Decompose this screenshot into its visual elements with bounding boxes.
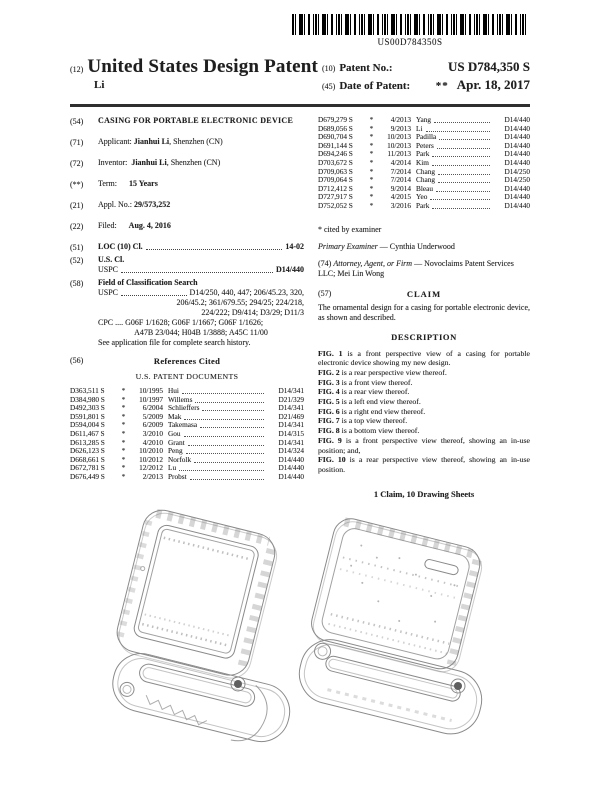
reference-row bbox=[70, 473, 304, 482]
ref-number: D492,303 S bbox=[70, 403, 105, 413]
field-heading: Field of Classification Search bbox=[98, 278, 198, 287]
references-title: References Cited bbox=[153, 356, 221, 366]
ref-name: Willems bbox=[168, 394, 193, 404]
ref-class: D14/341 bbox=[278, 403, 304, 413]
ref-date: 6/2004 bbox=[142, 403, 163, 413]
filed-value: Aug. 4, 2016 bbox=[128, 221, 171, 230]
claim-heading bbox=[318, 289, 530, 299]
primary-examiner-name: — Cynthia Underwood bbox=[377, 241, 455, 251]
dot-leader bbox=[190, 473, 264, 480]
attorney-line bbox=[318, 259, 530, 279]
figure-description-line bbox=[318, 407, 530, 417]
ref-date: 3/2016 bbox=[390, 200, 411, 210]
applicant-code: (71) bbox=[70, 138, 84, 147]
figure-text: is a front view thereof. bbox=[339, 377, 413, 387]
ref-name: Bleau bbox=[416, 183, 434, 193]
ref-name: Yeo bbox=[416, 192, 428, 202]
ref-class: D14/341 bbox=[278, 420, 304, 430]
ref-star: * bbox=[121, 394, 126, 404]
field-uspc-line1: D14/250, 440, 447; 206/45.23, 320, bbox=[189, 288, 304, 297]
figure-label: FIG. 9 bbox=[318, 435, 342, 445]
figure-label: FIG. 8 bbox=[318, 426, 340, 436]
figure-text: is a rear view thereof. bbox=[339, 387, 410, 397]
figure-text: is a front perspective view thereof, showing an in-use position; and, bbox=[318, 435, 530, 455]
ref-star: * bbox=[369, 140, 374, 150]
ref-star: * bbox=[121, 437, 126, 447]
dot-leader bbox=[432, 202, 490, 209]
appl-no-label: Appl. No.: bbox=[98, 200, 132, 209]
ref-number: D709,064 S bbox=[318, 175, 353, 185]
inventor-surname: Li bbox=[94, 79, 105, 91]
ref-number: D709,063 S bbox=[318, 166, 353, 176]
ref-star: * bbox=[369, 192, 374, 202]
ref-class: D14/315 bbox=[278, 428, 304, 438]
references-heading bbox=[70, 356, 304, 366]
figure-text: is a right end view thereof. bbox=[339, 406, 426, 416]
ref-name: Peters bbox=[416, 140, 434, 150]
dot-leader bbox=[184, 413, 264, 420]
primary-examiner-label: Primary Examiner bbox=[318, 241, 378, 251]
ref-date: 6/2009 bbox=[142, 420, 163, 430]
dot-leader bbox=[437, 142, 490, 149]
ref-date: 4/2010 bbox=[142, 437, 163, 447]
ref-name: Hui bbox=[168, 386, 179, 395]
ref-name: Probst bbox=[168, 471, 187, 481]
ref-name: Padilla bbox=[416, 132, 437, 142]
dot-leader bbox=[438, 176, 490, 183]
casing-figures-svg bbox=[70, 500, 530, 798]
reference-row bbox=[318, 202, 530, 211]
reference-row bbox=[70, 439, 304, 448]
figure-descriptions bbox=[318, 349, 530, 475]
ref-date: 10/1997 bbox=[139, 394, 163, 404]
ref-star: * bbox=[121, 428, 126, 438]
ref-number: D672,781 S bbox=[70, 463, 105, 473]
ref-date: 5/2009 bbox=[142, 411, 163, 421]
figure-text: is a left end view thereof. bbox=[339, 397, 421, 407]
field-code: (58) bbox=[70, 279, 84, 288]
dot-leader bbox=[438, 168, 490, 175]
ref-number: D611,467 S bbox=[70, 428, 105, 438]
ref-name: Lu bbox=[168, 463, 177, 473]
dot-leader bbox=[426, 125, 491, 132]
dot-leader bbox=[182, 387, 264, 394]
ref-star: * bbox=[121, 471, 126, 481]
ref-number: D363,511 S bbox=[70, 386, 105, 395]
figure-text: is a rear perspective view thereof. bbox=[339, 367, 447, 377]
claims-sheets-note: 1 Claim, 10 Drawing Sheets bbox=[373, 488, 475, 499]
field-cpc-line1: CPC .... G06F 1/1628; G06F 1/1667; G06F 1/1626; bbox=[98, 318, 264, 327]
figure-text: is a front perspective view of a casing for portable electronic device showing my new design. bbox=[318, 348, 530, 368]
ref-star: * bbox=[369, 149, 374, 159]
claim-title: CLAIM bbox=[406, 288, 442, 299]
ref-name: Norfolk bbox=[168, 454, 192, 464]
appl-no-value: 29/573,252 bbox=[134, 200, 171, 209]
figure-text: is a bottom view thereof. bbox=[339, 426, 420, 436]
dot-leader bbox=[179, 464, 264, 471]
dot-leader bbox=[436, 185, 490, 192]
patent-no-code: (10) bbox=[322, 64, 336, 73]
ref-class: D14/440 bbox=[278, 463, 304, 473]
ref-class: D14/250 bbox=[504, 166, 530, 176]
representative-drawing bbox=[70, 500, 530, 798]
appl-no-item bbox=[70, 200, 304, 210]
primary-examiner-line bbox=[318, 242, 530, 252]
figure-label: FIG. 5 bbox=[318, 397, 340, 407]
ref-number: D727,917 S bbox=[318, 192, 353, 202]
description-heading: DESCRIPTION bbox=[391, 331, 457, 342]
ref-date: 2/2013 bbox=[142, 471, 163, 481]
header-left bbox=[70, 56, 322, 95]
ref-star: * bbox=[369, 183, 374, 193]
ref-class: D14/341 bbox=[278, 386, 304, 395]
body-columns bbox=[70, 116, 530, 499]
loc-code: (51) bbox=[70, 243, 84, 252]
dot-leader bbox=[121, 288, 187, 296]
attorney-label: Attorney, Agent, or Firm bbox=[333, 258, 413, 268]
ref-date: 11/2013 bbox=[387, 149, 411, 159]
attorney-code: (74) bbox=[318, 258, 332, 268]
ref-star: * bbox=[369, 115, 374, 124]
term-item bbox=[70, 179, 304, 189]
field-uspc-label: USPC bbox=[98, 288, 119, 297]
dot-leader bbox=[184, 430, 264, 437]
ref-star: * bbox=[369, 157, 374, 167]
ref-name: Chang bbox=[416, 175, 436, 185]
field-uspc-line3: 224/222; D9/414; D3/29; D11/3 bbox=[201, 308, 304, 317]
us-cl-label: U.S. Cl. bbox=[98, 255, 125, 264]
field-note: See application file for complete search history. bbox=[98, 338, 251, 347]
inventor-code: (72) bbox=[70, 159, 84, 168]
ref-star: * bbox=[121, 403, 126, 413]
term-value: 15 Years bbox=[129, 179, 158, 188]
claim-code: (57) bbox=[318, 288, 332, 298]
ref-number: D694,246 S bbox=[318, 149, 353, 159]
dot-leader bbox=[121, 265, 273, 273]
figure-text: is a top view thereof. bbox=[339, 416, 408, 426]
figure-label: FIG. 1 bbox=[318, 348, 343, 358]
attorney-value: — Novoclaims Patent Services LLC; Mei Lin Wong bbox=[318, 258, 514, 278]
term-label: Term: bbox=[98, 179, 117, 188]
applicant-name: Jianhui Li bbox=[133, 137, 170, 146]
ref-date: 3/2010 bbox=[142, 428, 163, 438]
dot-leader bbox=[195, 396, 264, 403]
figure-description-line bbox=[318, 349, 530, 368]
figure-description-line bbox=[318, 397, 530, 407]
cited-by-examiner-note: * cited by examiner bbox=[318, 224, 382, 234]
date-code: (45) bbox=[322, 82, 336, 91]
figure-description-line bbox=[318, 455, 530, 474]
document-kind-title: United States Design Patent bbox=[87, 56, 319, 77]
dot-leader bbox=[432, 150, 490, 157]
dot-leader bbox=[146, 242, 283, 250]
inventor-label: Inventor: bbox=[98, 158, 128, 167]
dot-leader bbox=[188, 439, 264, 446]
ref-star: * bbox=[121, 463, 126, 473]
ref-class: D14/440 bbox=[504, 123, 530, 133]
reference-row bbox=[70, 464, 304, 473]
ref-date: 10/2013 bbox=[387, 140, 411, 150]
ref-class: D14/324 bbox=[278, 446, 304, 456]
figure-description-line bbox=[318, 378, 530, 388]
left-column bbox=[70, 116, 304, 499]
ref-class: D14/440 bbox=[504, 149, 530, 159]
dot-leader bbox=[200, 421, 264, 428]
ref-class: D14/440 bbox=[504, 115, 530, 124]
figure-description-line bbox=[318, 426, 530, 436]
ref-number: D691,144 S bbox=[318, 140, 353, 150]
dot-leader bbox=[432, 159, 490, 166]
inventor-item bbox=[70, 158, 304, 168]
figure-label: FIG. 6 bbox=[318, 406, 340, 416]
barcode bbox=[292, 14, 528, 35]
loc-label: LOC (10) Cl. bbox=[98, 242, 143, 251]
references-table-right bbox=[318, 116, 530, 211]
us-cl-code: (52) bbox=[70, 256, 84, 265]
ref-date: 10/2013 bbox=[387, 132, 411, 142]
ref-star: * bbox=[121, 454, 126, 464]
term-code: (**) bbox=[70, 180, 84, 189]
pivot-dot-right bbox=[454, 682, 462, 690]
patent-no-label: Patent No.: bbox=[339, 62, 393, 74]
ref-name: Peng bbox=[168, 446, 183, 456]
dot-leader bbox=[194, 456, 264, 463]
us-cl-item bbox=[70, 255, 304, 275]
dot-leader bbox=[439, 133, 490, 140]
ref-class: D14/440 bbox=[504, 157, 530, 167]
ref-star: * bbox=[369, 200, 374, 210]
ref-name: Yang bbox=[416, 115, 432, 124]
header-rule bbox=[70, 104, 530, 107]
inventor-name: Jianhui Li bbox=[131, 158, 167, 167]
front-perspective-figure bbox=[98, 506, 330, 752]
field-cpc-line2: A47B 23/044; H04B 1/3888; A45C 11/00 bbox=[134, 328, 268, 337]
term-stars: ** bbox=[435, 80, 449, 92]
title-code: (54) bbox=[70, 117, 84, 126]
figure-description-line bbox=[318, 387, 530, 397]
ref-name: Gou bbox=[168, 428, 181, 438]
date-value: Apr. 18, 2017 bbox=[456, 77, 530, 92]
ref-number: D752,052 S bbox=[318, 200, 353, 210]
rear-perspective-figure bbox=[293, 515, 518, 740]
applicant-label: Applicant: bbox=[98, 137, 132, 146]
ref-date: 4/2013 bbox=[390, 115, 411, 124]
figure-label: FIG. 2 bbox=[318, 367, 340, 377]
loc-item bbox=[70, 242, 304, 252]
figure-label: FIG. 7 bbox=[318, 416, 340, 426]
header bbox=[70, 56, 530, 95]
kind-code: (12) bbox=[70, 65, 84, 74]
ref-class: D14/440 bbox=[504, 132, 530, 142]
ref-date: 10/2010 bbox=[139, 446, 163, 456]
ref-number: D690,704 S bbox=[318, 132, 353, 142]
field-uspc-line2: 206/45.2; 361/679.55; 294/25; 224/218, bbox=[176, 298, 304, 307]
references-code: (56) bbox=[70, 356, 84, 365]
invention-title: CASING FOR PORTABLE ELECTRONIC DEVICE bbox=[98, 116, 294, 125]
ref-number: D626,123 S bbox=[70, 446, 105, 456]
ref-name: Chang bbox=[416, 166, 436, 176]
reference-row bbox=[70, 456, 304, 465]
ref-star: * bbox=[369, 175, 374, 185]
ref-class: D14/250 bbox=[504, 175, 530, 185]
ref-name: Park bbox=[416, 200, 430, 210]
ref-name: Grant bbox=[168, 437, 185, 447]
dot-leader bbox=[434, 116, 490, 123]
inventor-rest: , Shenzhen (CN) bbox=[166, 158, 221, 167]
ref-number: D384,980 S bbox=[70, 394, 105, 404]
filed-code: (22) bbox=[70, 222, 84, 231]
ref-star: * bbox=[369, 123, 374, 133]
ref-number: D679,279 S bbox=[318, 115, 353, 124]
ref-date: 4/2014 bbox=[390, 157, 411, 167]
ref-star: * bbox=[369, 166, 374, 176]
ref-number: D613,285 S bbox=[70, 437, 105, 447]
figure-description-line bbox=[318, 368, 530, 378]
dot-leader bbox=[430, 193, 490, 200]
pivot-dot-left bbox=[234, 680, 242, 688]
filed-item bbox=[70, 221, 304, 231]
patent-no-value: US D784,350 S bbox=[448, 59, 530, 74]
ref-date: 7/2014 bbox=[390, 175, 411, 185]
ref-number: D689,056 S bbox=[318, 123, 353, 133]
date-label: Date of Patent: bbox=[339, 80, 411, 92]
appl-no-code: (21) bbox=[70, 201, 84, 210]
ref-number: D594,004 S bbox=[70, 420, 105, 430]
ref-star: * bbox=[121, 446, 126, 456]
ref-date: 7/2014 bbox=[390, 166, 411, 176]
ref-number: D591,801 S bbox=[70, 411, 105, 421]
header-right bbox=[322, 56, 530, 95]
figure-text: is a rear perspective view thereof, showing an in-use position. bbox=[318, 455, 530, 474]
figure-label: FIG. 4 bbox=[318, 387, 340, 397]
figure-description-line bbox=[318, 416, 530, 426]
ref-class: D14/440 bbox=[504, 183, 530, 193]
ref-name: Kim bbox=[416, 157, 429, 167]
ref-name: Takemasa bbox=[168, 420, 198, 430]
reference-row bbox=[70, 430, 304, 439]
ref-class: D14/440 bbox=[278, 454, 304, 464]
ref-date: 12/2012 bbox=[139, 463, 163, 473]
title-item bbox=[70, 116, 304, 126]
ref-class: D14/440 bbox=[504, 192, 530, 202]
uspc-value: D14/440 bbox=[276, 265, 304, 274]
field-search-item bbox=[70, 278, 304, 348]
ref-number: D668,661 S bbox=[70, 454, 105, 464]
filed-label: Filed: bbox=[98, 221, 117, 230]
barcode-caption: US00D784350S bbox=[377, 37, 443, 47]
ref-class: D21/329 bbox=[278, 394, 304, 404]
ref-star: * bbox=[121, 411, 126, 421]
reference-row bbox=[70, 421, 304, 430]
figure-label: FIG. 3 bbox=[318, 377, 340, 387]
ref-number: D712,412 S bbox=[318, 183, 353, 193]
ref-class: D21/469 bbox=[278, 411, 304, 421]
applicant-rest: , Shenzhen (CN) bbox=[169, 137, 223, 146]
dot-leader bbox=[202, 404, 264, 411]
ref-name: Li bbox=[416, 123, 423, 133]
ref-date: 10/2012 bbox=[139, 454, 163, 464]
ref-class: D14/440 bbox=[278, 471, 304, 481]
references-table-left bbox=[70, 387, 304, 482]
right-column bbox=[318, 116, 530, 499]
uspc-label: USPC bbox=[98, 265, 119, 274]
ref-date: 9/2013 bbox=[390, 123, 411, 133]
ref-name: Mak bbox=[168, 411, 182, 421]
dot-leader bbox=[186, 447, 264, 454]
us-patent-documents-heading: U.S. PATENT DOCUMENTS bbox=[135, 372, 239, 381]
ref-number: D703,672 S bbox=[318, 157, 353, 167]
ref-name: Schlieffers bbox=[168, 403, 200, 413]
ref-star: * bbox=[121, 386, 126, 395]
ref-class: D14/440 bbox=[504, 140, 530, 150]
ref-date: 4/2015 bbox=[390, 192, 411, 202]
ref-number: D676,449 S bbox=[70, 471, 105, 481]
applicant-item bbox=[70, 137, 304, 147]
ref-star: * bbox=[369, 132, 374, 142]
ref-class: D14/440 bbox=[504, 200, 530, 210]
figure-description-line bbox=[318, 436, 530, 455]
ref-date: 9/2014 bbox=[390, 183, 411, 193]
figure-label: FIG. 10 bbox=[318, 455, 346, 465]
ref-star: * bbox=[121, 420, 126, 430]
reference-row bbox=[70, 404, 304, 413]
ref-name: Park bbox=[416, 149, 430, 159]
ref-date: 10/1995 bbox=[139, 386, 163, 395]
claim-text: The ornamental design for a casing for portable electronic device, as shown and described. bbox=[318, 302, 530, 322]
loc-value: 14-02 bbox=[285, 242, 304, 251]
ref-class: D14/341 bbox=[278, 437, 304, 447]
